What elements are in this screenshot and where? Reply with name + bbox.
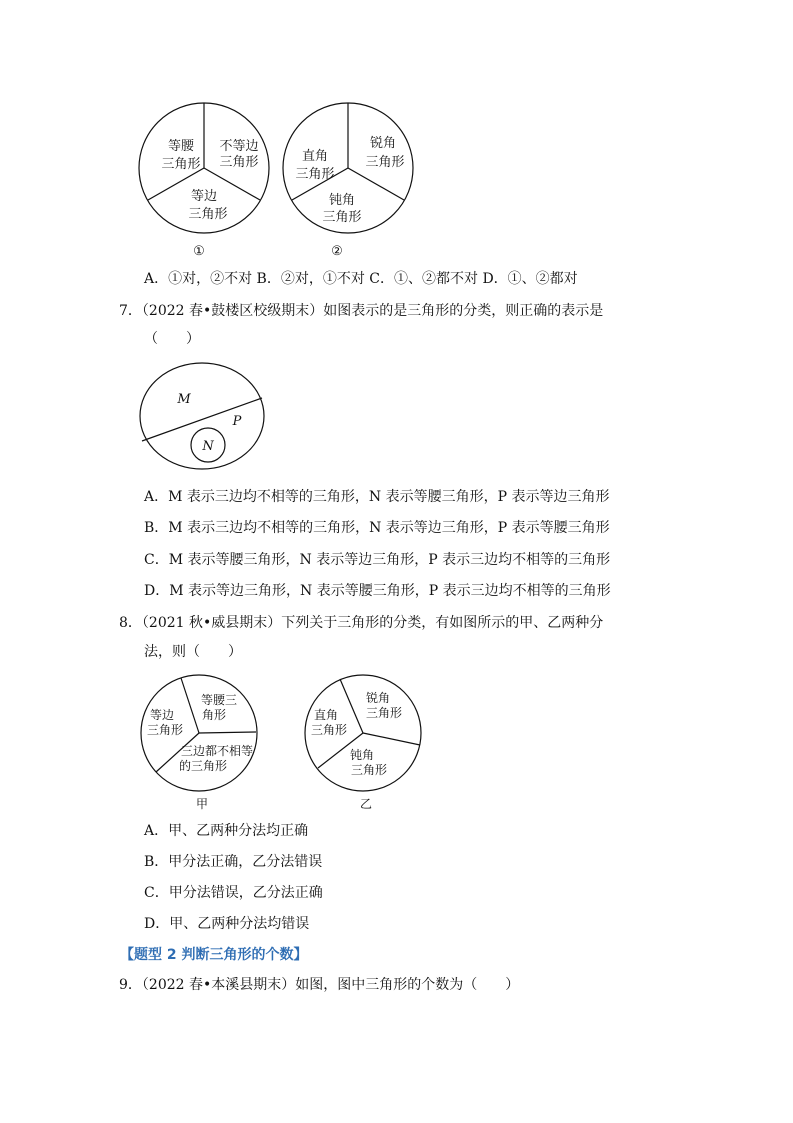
- q8-jia-left-line2: 三角形: [146, 723, 184, 737]
- q8-stem-line1: 8．（2021 秋•威县期末）下列关于三角形的分类，有如图所示的甲、乙两种分: [119, 615, 604, 631]
- q7-option-d: D．M 表示等边三角形，N 表示等腰三角形，P 表示三边均不相等的三角形: [144, 583, 611, 599]
- q7-venn-figure: [136, 360, 268, 478]
- q7-option-c: C．M 表示等腰三角形，N 表示等边三角形，P 表示三边均不相等的三角形: [144, 552, 611, 568]
- q8-option-c: C．甲分法错误，乙分法正确: [144, 885, 323, 901]
- q8-yi-top-line2: 三角形: [365, 706, 403, 720]
- q7-option-b: B．M 表示三边均不相等的三角形，N 表示等边三角形，P 表示等腰三角形: [144, 520, 610, 536]
- q8-option-d: D．甲、乙两种分法均错误: [144, 916, 310, 932]
- q7-label-m: M: [177, 392, 191, 407]
- q6-fig1-left-line1: 等腰: [167, 139, 195, 154]
- q8-jia-bottom-line1: 三边都不相等: [180, 744, 254, 758]
- q6-fig1-right-line2: 三角形: [219, 155, 259, 170]
- q6-options: A．①对，②不对 B．②对，①不对 C．①、②都不对 D．①、②都对: [144, 271, 578, 287]
- q6-fig1-left-line2: 三角形: [161, 157, 201, 172]
- q6-fig2-bottom-line2: 三角形: [322, 210, 362, 225]
- q8-figure-jia: [136, 672, 266, 814]
- q8-figure-yi: [300, 672, 430, 814]
- q6-figure-1: [136, 100, 276, 260]
- q7-label-n: N: [202, 439, 214, 454]
- q8-yi-bottom-line1: 钝角: [349, 748, 375, 762]
- q6-fig1-bottom-line2: 三角形: [188, 207, 228, 222]
- q8-option-b: B．甲分法正确，乙分法错误: [144, 854, 323, 870]
- q6-fig2-right-line1: 锐角: [369, 136, 397, 151]
- q6-fig2-left-line2: 三角形: [295, 167, 335, 182]
- q6-fig2-bottom-line1: 钝角: [328, 193, 356, 208]
- q9-stem: 9．（2022 春•本溪县期末）如图，图中三角形的个数为（ ）: [119, 977, 520, 993]
- q8-yi-left-line2: 三角形: [310, 723, 348, 737]
- q8-yi-top-line1: 锐角: [365, 691, 391, 705]
- q8-yi-caption: 乙: [359, 797, 373, 811]
- q8-yi-left-line1: 直角: [313, 708, 339, 722]
- q6-fig2-caption: ②: [331, 244, 343, 259]
- q6-fig1-caption: ①: [193, 244, 205, 259]
- q6-fig2-right-line2: 三角形: [365, 155, 405, 170]
- q8-option-a: A．甲、乙两种分法均正确: [144, 823, 309, 839]
- q8-stem-line2: 法，则（ ）: [144, 644, 242, 660]
- q8-jia-left-line1: 等边: [149, 708, 175, 722]
- q8-jia-top-line1: 等腰三: [200, 693, 238, 707]
- q8-jia-caption: 甲: [195, 797, 209, 811]
- q7-stem-line1: 7．（2022 春•鼓楼区校级期末）如图表示的是三角形的分类，则正确的表示是: [119, 303, 604, 319]
- q6-figure-2: [280, 100, 420, 260]
- q7-stem-line2: （ ）: [144, 331, 200, 347]
- q8-jia-top-line2: 角形: [201, 708, 227, 722]
- q8-jia-bottom-line2: 的三角形: [178, 759, 228, 773]
- section-heading: 【题型 2 判断三角形的个数】: [120, 947, 308, 963]
- q6-fig2-left-line1: 直角: [301, 149, 329, 164]
- q7-label-p: P: [232, 414, 242, 429]
- q6-fig1-bottom-line1: 等边: [190, 189, 218, 204]
- q8-yi-bottom-line2: 三角形: [350, 763, 388, 777]
- q6-fig1-right-line1: 不等边: [219, 139, 259, 154]
- q7-option-a: A．M 表示三边均不相等的三角形，N 表示等腰三角形，P 表示等边三角形: [144, 489, 610, 505]
